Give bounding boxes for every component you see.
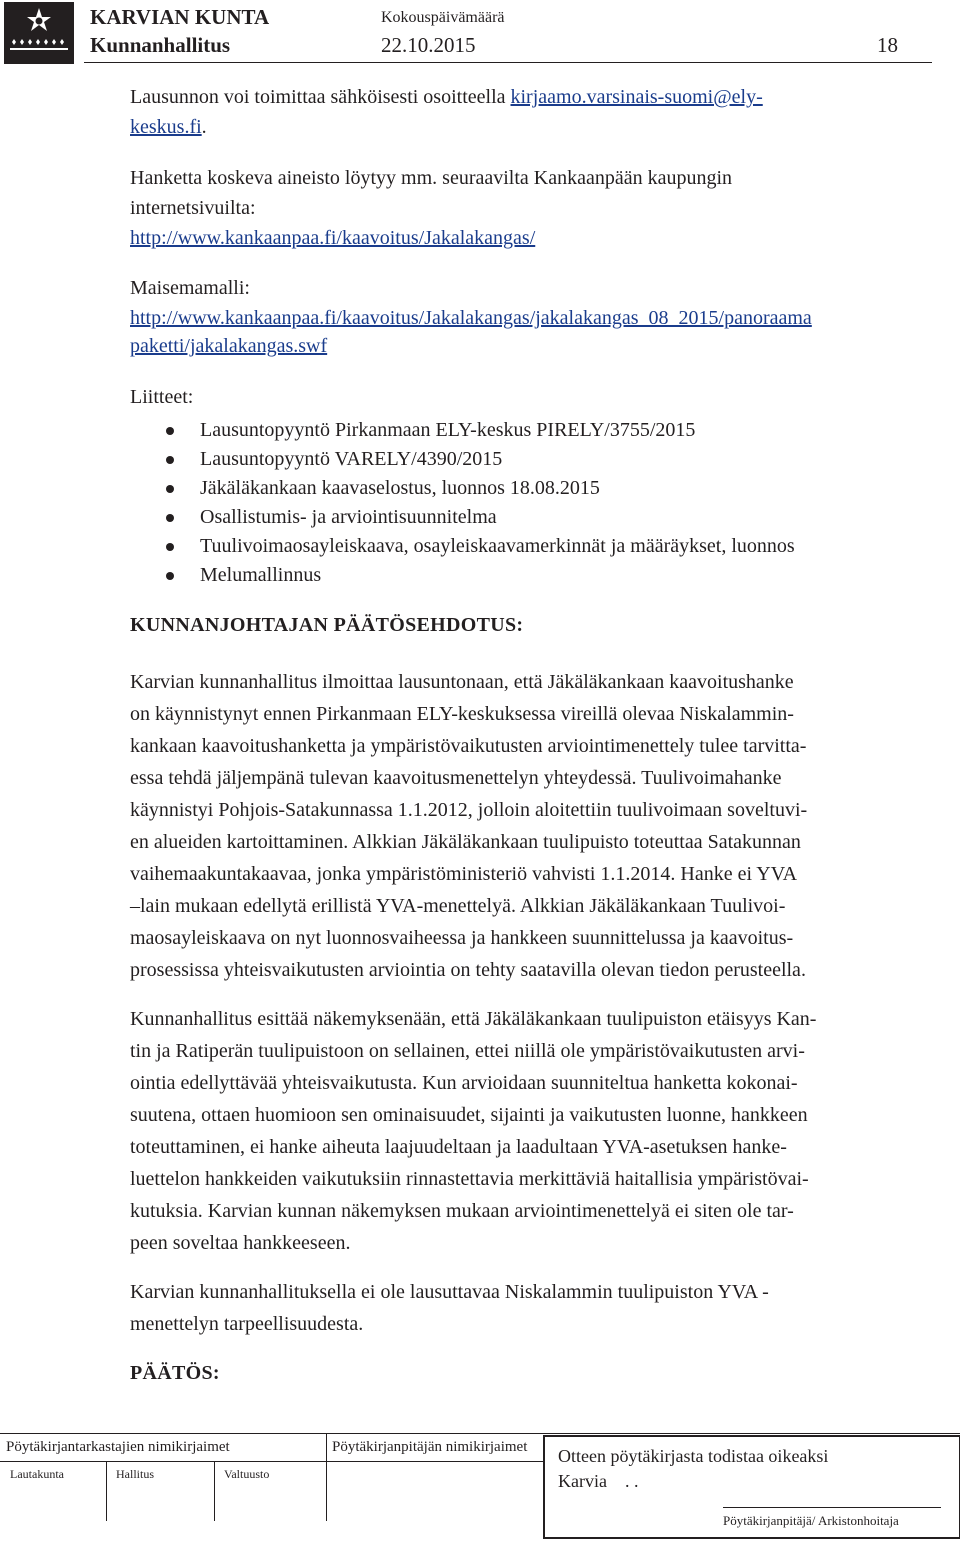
email-link-part2[interactable]: keskus.fi <box>130 116 202 138</box>
body-label-board: Lautakunta <box>10 1467 64 1481</box>
email-period: . <box>201 116 207 138</box>
paragraph-line: en alueiden kartoittaminen. Alkkian Jäkäläkankaan tuulipuisto toteuttaa Satakunnan <box>130 831 801 853</box>
page-footer <box>0 1433 960 1547</box>
paragraph-line: maosayleiskaava on nyt luonnosvaiheessa ja hankkeen suunnittelussa ja kaavoitus- <box>130 927 794 949</box>
footer-mid-rule <box>0 1461 543 1462</box>
paragraph-line: suutena, ottaen huomioon sen ominaisuudet, sijainti ja vaikutusten luonne, hankkeen <box>130 1104 808 1126</box>
email-line <box>130 82 763 112</box>
attachment-item: Osallistumis- ja arviointisuunnitelma <box>160 503 795 532</box>
organization-name: KARVIAN KUNTA <box>90 5 270 29</box>
footer-col-divider-3 <box>326 1461 327 1521</box>
attachment-item: Jäkäläkankaan kaavaselostus, luonnos 18.08.2015 <box>160 474 795 503</box>
paragraph-line: vaihemaakuntakaavaa, jonka ympäristöministeriö vahvisti 1.1.2014. Hanke ei YVA <box>130 863 798 885</box>
certify-place: Karvia <box>558 1471 607 1491</box>
paragraph-line: kankaan kaavoitushanketta ja ympäristövaikutusten arviointimenettely tulee tarvitta- <box>130 735 807 757</box>
checkers-initials-label: Pöytäkirjantarkastajien nimikirjaimet <box>6 1439 230 1455</box>
proposal-paragraph-1 <box>130 666 807 986</box>
certify-label: Otteen pöytäkirjasta todistaa oikeaksi <box>558 1446 829 1466</box>
paragraph-line: –lain mukaan edellytä erillistä YVA-menettelyä. Alkkian Jäkäläkankaan Tuulivoi- <box>130 895 786 917</box>
attachment-item: Lausuntopyyntö VARELY/4390/2015 <box>160 445 795 474</box>
paragraph-line: käynnistyi Pohjois-Satakunnassa 1.1.2012, jolloin aloitettiin tuulivoimaan soveltuvi- <box>130 799 808 821</box>
footer-col-divider-2 <box>214 1461 215 1521</box>
paragraph-line: peen soveltaa hankkeeseen. <box>130 1232 351 1254</box>
attachments-label: Liitteet: <box>130 386 194 408</box>
email-link-part1[interactable]: kirjaamo.varsinais-suomi@ely- <box>510 86 763 108</box>
footer-top-rule <box>0 1433 960 1434</box>
paragraph-line: tin ja Ratiperän tuulipuistoon on sellainen, ettei niillä ole ympäristövaikutusten arvi- <box>130 1040 805 1062</box>
attachment-item: Lausuntopyyntö Pirkanmaan ELY-keskus PIRELY/3755/2015 <box>160 416 795 445</box>
signature-line <box>723 1507 941 1508</box>
keeper-initials-label: Pöytäkirjanpitäjän nimikirjaimet <box>332 1439 528 1455</box>
meeting-date-label: Kokouspäivämäärä <box>381 9 505 26</box>
certification-box <box>543 1435 960 1539</box>
material-link[interactable]: http://www.kankaanpaa.fi/kaavoitus/Jakalakangas/ <box>130 227 536 249</box>
coat-of-arms-logo <box>4 2 74 64</box>
attachment-item: Melumallinnus <box>160 561 795 590</box>
paragraph-line: Kunnanhallitus esittää näkemyksenään, että Jäkäläkankaan tuulipuiston etäisyys Kan- <box>130 1008 817 1030</box>
paragraph-line: luettelon hankkeiden vaikutuksiin rinnastettavia merkittäviä haitallisia ympäristövai- <box>130 1168 809 1190</box>
material-text-line1: Hanketta koskeva aineisto löytyy mm. seuraavilta Kankaanpään kaupungin <box>130 167 733 189</box>
landscape-model-label: Maisemamalli: <box>130 277 250 299</box>
paragraph-line: on käynnistynyt ennen Pirkanmaan ELY-keskuksessa vireillä olevaa Niskalammin- <box>130 703 794 725</box>
attachment-item: Tuulivoimaosayleiskaava, osayleiskaavamerkinnät ja määräykset, luonnos <box>160 532 795 561</box>
paragraph-line: essa tehdä jäljempänä tulevan kaavoitusmenettelyn yhteydessä. Tuulivoimahanke <box>130 767 782 789</box>
department-name: Kunnanhallitus <box>90 33 231 57</box>
proposal-paragraph-3 <box>130 1276 769 1340</box>
attachments-list <box>160 416 795 590</box>
paragraph-line: kutuksia. Karvian kunnan näkemyksen mukaan arviointimenettelyä ei siten ole tar- <box>130 1200 794 1222</box>
email-prefix: Lausunnon voi toimittaa sähköisesti osoitteella <box>130 86 506 108</box>
landscape-model-link-line1[interactable]: http://www.kankaanpaa.fi/kaavoitus/Jakalakangas/jakalakangas_08_2015/panoraama <box>130 307 812 329</box>
proposal-paragraph-2 <box>130 1003 816 1259</box>
footer-col-divider-1 <box>106 1461 107 1521</box>
paragraph-line: toteuttaminen, ei hanke aiheuta laajuudeltaan ja laadultaan YVA-asetuksen hanke- <box>130 1136 787 1158</box>
signer-label: Pöytäkirjanpitäjä/ Arkistonhoitaja <box>723 1513 899 1528</box>
meeting-date: 22.10.2015 <box>381 33 476 57</box>
footer-divider <box>326 1433 327 1461</box>
body-label-council: Valtuusto <box>224 1467 270 1481</box>
certify-date-dots: . . <box>625 1471 639 1491</box>
paragraph-line: menettelyn tarpeellisuudesta. <box>130 1313 364 1335</box>
paragraph-line: Karvian kunnanhallitus ilmoittaa lausuntonaan, että Jäkäläkankaan kaavoitushanke <box>130 671 794 693</box>
paragraph-line: Karvian kunnanhallituksella ei ole lausuttavaa Niskalammin tuulipuiston YVA - <box>130 1281 769 1303</box>
proposal-heading: KUNNANJOHTAJAN PÄÄTÖSEHDOTUS: <box>130 614 524 636</box>
page-number: 18 <box>877 33 898 57</box>
body-label-government: Hallitus <box>116 1467 154 1481</box>
decision-heading: PÄÄTÖS: <box>130 1362 220 1384</box>
header-divider <box>84 62 932 63</box>
material-text-line2: internetsivuilta: <box>130 197 256 219</box>
paragraph-line: ointia edellyttävää yhteisvaikutusta. Kun arvioidaan suunniteltua hanketta kokonai- <box>130 1072 798 1094</box>
paragraph-line: prosessissa yhteisvaikutusten arviointia on tehty saatavilla olevan tiedon perusteella. <box>130 959 806 981</box>
email-line-2 <box>130 112 207 142</box>
landscape-model-link-line2[interactable]: paketti/jakalakangas.swf <box>130 335 328 357</box>
